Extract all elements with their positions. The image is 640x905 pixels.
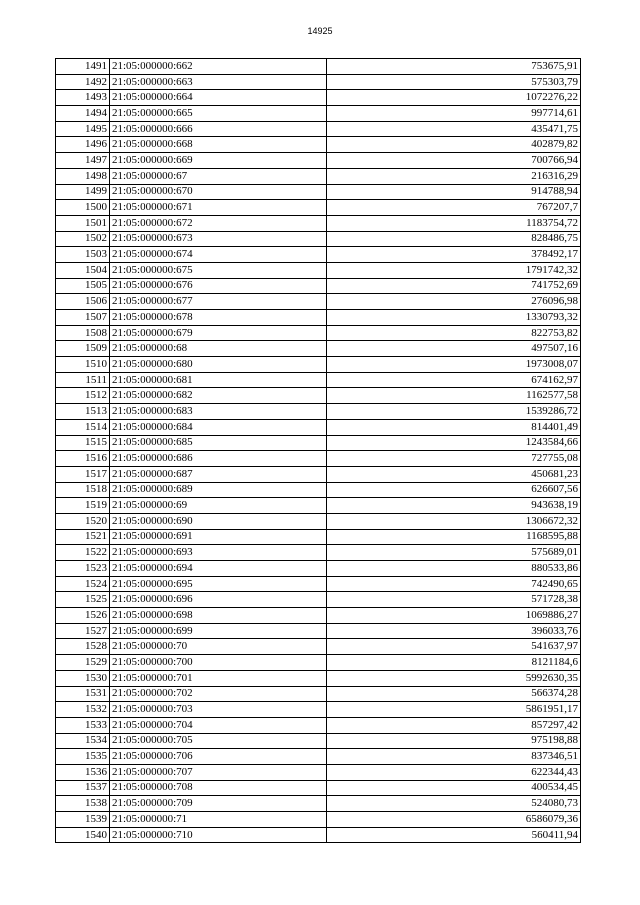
value-cell: 674162,97	[327, 372, 581, 388]
cadastral-number-cell: 21:05:000000:675	[110, 262, 327, 278]
cadastral-number-cell: 21:05:000000:670	[110, 184, 327, 200]
table-row	[56, 796, 581, 812]
table-row	[56, 325, 581, 341]
table-row	[56, 294, 581, 310]
value-cell: 975198,88	[327, 733, 581, 749]
cadastral-number-cell: 21:05:000000:702	[110, 686, 327, 702]
value-cell: 1539286,72	[327, 404, 581, 420]
table-row	[56, 247, 581, 263]
cadastral-number-cell: 21:05:000000:69	[110, 498, 327, 514]
cadastral-number-cell: 21:05:000000:664	[110, 90, 327, 106]
value-cell: 6586079,36	[327, 812, 581, 828]
value-cell: 1183754,72	[327, 215, 581, 231]
table-row	[56, 529, 581, 545]
row-number-cell: 1531	[56, 686, 110, 702]
row-number-cell: 1497	[56, 153, 110, 169]
table-row	[56, 466, 581, 482]
cadastral-number-cell: 21:05:000000:690	[110, 513, 327, 529]
row-number-cell: 1519	[56, 498, 110, 514]
cadastral-number-cell: 21:05:000000:705	[110, 733, 327, 749]
table-row	[56, 168, 581, 184]
cadastral-number-cell: 21:05:000000:693	[110, 545, 327, 561]
cadastral-number-cell: 21:05:000000:685	[110, 435, 327, 451]
row-number-cell: 1501	[56, 215, 110, 231]
table-row	[56, 655, 581, 671]
row-number-cell: 1496	[56, 137, 110, 153]
cadastral-number-cell: 21:05:000000:699	[110, 623, 327, 639]
value-cell: 8121184,6	[327, 655, 581, 671]
cadastral-number-cell: 21:05:000000:691	[110, 529, 327, 545]
cadastral-number-cell: 21:05:000000:683	[110, 404, 327, 420]
value-cell: 828486,75	[327, 231, 581, 247]
value-cell: 450681,23	[327, 466, 581, 482]
table-row	[56, 341, 581, 357]
value-cell: 1243584,66	[327, 435, 581, 451]
cadastral-number-cell: 21:05:000000:672	[110, 215, 327, 231]
cadastral-number-cell: 21:05:000000:666	[110, 121, 327, 137]
cadastral-number-cell: 21:05:000000:701	[110, 670, 327, 686]
value-cell: 575303,79	[327, 74, 581, 90]
row-number-cell: 1532	[56, 702, 110, 718]
value-cell: 575689,01	[327, 545, 581, 561]
row-number-cell: 1499	[56, 184, 110, 200]
table-row	[56, 153, 581, 169]
table-row	[56, 435, 581, 451]
table-row	[56, 780, 581, 796]
row-number-cell: 1505	[56, 278, 110, 294]
table-row	[56, 482, 581, 498]
table-row	[56, 639, 581, 655]
row-number-cell: 1522	[56, 545, 110, 561]
value-cell: 1306672,32	[327, 513, 581, 529]
row-number-cell: 1507	[56, 310, 110, 326]
cadastral-number-cell: 21:05:000000:695	[110, 576, 327, 592]
cadastral-number-cell: 21:05:000000:662	[110, 59, 327, 75]
table-body	[56, 59, 581, 843]
row-number-cell: 1525	[56, 592, 110, 608]
value-cell: 5992630,35	[327, 670, 581, 686]
table-row	[56, 310, 581, 326]
value-cell: 1162577,58	[327, 388, 581, 404]
table-row	[56, 74, 581, 90]
table-row	[56, 404, 581, 420]
cadastral-number-cell: 21:05:000000:674	[110, 247, 327, 263]
table-row	[56, 686, 581, 702]
cadastral-number-cell: 21:05:000000:678	[110, 310, 327, 326]
table-row	[56, 90, 581, 106]
row-number-cell: 1512	[56, 388, 110, 404]
row-number-cell: 1527	[56, 623, 110, 639]
value-cell: 997714,61	[327, 106, 581, 122]
table-row	[56, 592, 581, 608]
row-number-cell: 1535	[56, 749, 110, 765]
cadastral-number-cell: 21:05:000000:694	[110, 561, 327, 577]
row-number-cell: 1513	[56, 404, 110, 420]
value-cell: 571728,38	[327, 592, 581, 608]
value-cell: 396033,76	[327, 623, 581, 639]
row-number-cell: 1517	[56, 466, 110, 482]
table-row	[56, 419, 581, 435]
table-row	[56, 702, 581, 718]
value-cell: 524080,73	[327, 796, 581, 812]
row-number-cell: 1530	[56, 670, 110, 686]
table-row	[56, 451, 581, 467]
row-number-cell: 1538	[56, 796, 110, 812]
row-number-cell: 1506	[56, 294, 110, 310]
cadastral-number-cell: 21:05:000000:671	[110, 200, 327, 216]
table-row	[56, 717, 581, 733]
row-number-cell: 1524	[56, 576, 110, 592]
table-row	[56, 59, 581, 75]
value-cell: 402879,82	[327, 137, 581, 153]
cadastral-number-cell: 21:05:000000:686	[110, 451, 327, 467]
cadastral-number-cell: 21:05:000000:708	[110, 780, 327, 796]
row-number-cell: 1518	[56, 482, 110, 498]
value-cell: 1973008,07	[327, 357, 581, 373]
table-row	[56, 608, 581, 624]
row-number-cell: 1515	[56, 435, 110, 451]
value-cell: 822753,82	[327, 325, 581, 341]
table-row	[56, 262, 581, 278]
cadastral-number-cell: 21:05:000000:707	[110, 764, 327, 780]
cadastral-number-cell: 21:05:000000:696	[110, 592, 327, 608]
row-number-cell: 1511	[56, 372, 110, 388]
value-cell: 622344,43	[327, 764, 581, 780]
value-cell: 767207,7	[327, 200, 581, 216]
row-number-cell: 1500	[56, 200, 110, 216]
table-row	[56, 200, 581, 216]
cadastral-number-cell: 21:05:000000:687	[110, 466, 327, 482]
row-number-cell: 1529	[56, 655, 110, 671]
value-cell: 857297,42	[327, 717, 581, 733]
row-number-cell: 1520	[56, 513, 110, 529]
cadastral-number-cell: 21:05:000000:706	[110, 749, 327, 765]
table-row	[56, 749, 581, 765]
row-number-cell: 1533	[56, 717, 110, 733]
row-number-cell: 1492	[56, 74, 110, 90]
value-cell: 566374,28	[327, 686, 581, 702]
cadastral-number-cell: 21:05:000000:700	[110, 655, 327, 671]
value-cell: 914788,94	[327, 184, 581, 200]
cadastral-number-cell: 21:05:000000:677	[110, 294, 327, 310]
value-cell: 497507,16	[327, 341, 581, 357]
cadastral-number-cell: 21:05:000000:710	[110, 827, 327, 843]
row-number-cell: 1523	[56, 561, 110, 577]
table-row	[56, 137, 581, 153]
table-row	[56, 388, 581, 404]
row-number-cell: 1536	[56, 764, 110, 780]
value-cell: 400534,45	[327, 780, 581, 796]
value-cell: 378492,17	[327, 247, 581, 263]
value-cell: 5861951,17	[327, 702, 581, 718]
value-cell: 626607,56	[327, 482, 581, 498]
table-row	[56, 812, 581, 828]
value-cell: 1330793,32	[327, 310, 581, 326]
cadastral-number-cell: 21:05:000000:668	[110, 137, 327, 153]
table-row	[56, 513, 581, 529]
table-row	[56, 498, 581, 514]
cadastral-number-cell: 21:05:000000:680	[110, 357, 327, 373]
table-row	[56, 561, 581, 577]
row-number-cell: 1509	[56, 341, 110, 357]
cadastral-number-cell: 21:05:000000:669	[110, 153, 327, 169]
table-row	[56, 215, 581, 231]
row-number-cell: 1504	[56, 262, 110, 278]
value-cell: 541637,97	[327, 639, 581, 655]
row-number-cell: 1494	[56, 106, 110, 122]
cadastral-number-cell: 21:05:000000:679	[110, 325, 327, 341]
table-row	[56, 827, 581, 843]
cadastral-number-cell: 21:05:000000:68	[110, 341, 327, 357]
cadastral-number-cell: 21:05:000000:684	[110, 419, 327, 435]
table-row	[56, 231, 581, 247]
row-number-cell: 1508	[56, 325, 110, 341]
row-number-cell: 1491	[56, 59, 110, 75]
value-cell: 1072276,22	[327, 90, 581, 106]
row-number-cell: 1516	[56, 451, 110, 467]
value-cell: 727755,08	[327, 451, 581, 467]
page-number: 14925	[307, 26, 333, 36]
row-number-cell: 1503	[56, 247, 110, 263]
value-cell: 276096,98	[327, 294, 581, 310]
row-number-cell: 1502	[56, 231, 110, 247]
row-number-cell: 1521	[56, 529, 110, 545]
table-row	[56, 184, 581, 200]
cadastral-number-cell: 21:05:000000:67	[110, 168, 327, 184]
cadastral-number-cell: 21:05:000000:703	[110, 702, 327, 718]
cadastral-number-cell: 21:05:000000:709	[110, 796, 327, 812]
row-number-cell: 1493	[56, 90, 110, 106]
value-cell: 1791742,32	[327, 262, 581, 278]
row-number-cell: 1498	[56, 168, 110, 184]
table-row	[56, 106, 581, 122]
value-cell: 837346,51	[327, 749, 581, 765]
cadastral-number-cell: 21:05:000000:698	[110, 608, 327, 624]
cadastral-number-cell: 21:05:000000:689	[110, 482, 327, 498]
table-row	[56, 623, 581, 639]
table-row	[56, 670, 581, 686]
row-number-cell: 1495	[56, 121, 110, 137]
cadastral-number-cell: 21:05:000000:663	[110, 74, 327, 90]
row-number-cell: 1526	[56, 608, 110, 624]
cadastral-number-cell: 21:05:000000:71	[110, 812, 327, 828]
value-cell: 880533,86	[327, 561, 581, 577]
row-number-cell: 1514	[56, 419, 110, 435]
row-number-cell: 1534	[56, 733, 110, 749]
cadastral-number-cell: 21:05:000000:681	[110, 372, 327, 388]
data-table	[55, 58, 581, 843]
value-cell: 1069886,27	[327, 608, 581, 624]
table-row	[56, 121, 581, 137]
table-row	[56, 357, 581, 373]
value-cell: 1168595,88	[327, 529, 581, 545]
table-row	[56, 278, 581, 294]
cadastral-number-cell: 21:05:000000:682	[110, 388, 327, 404]
cadastral-number-cell: 21:05:000000:704	[110, 717, 327, 733]
table-row	[56, 545, 581, 561]
table-row	[56, 576, 581, 592]
row-number-cell: 1540	[56, 827, 110, 843]
row-number-cell: 1539	[56, 812, 110, 828]
value-cell: 435471,75	[327, 121, 581, 137]
table-row	[56, 733, 581, 749]
row-number-cell: 1528	[56, 639, 110, 655]
value-cell: 742490,65	[327, 576, 581, 592]
cadastral-number-cell: 21:05:000000:676	[110, 278, 327, 294]
cadastral-number-cell: 21:05:000000:665	[110, 106, 327, 122]
value-cell: 216316,29	[327, 168, 581, 184]
value-cell: 814401,49	[327, 419, 581, 435]
value-cell: 700766,94	[327, 153, 581, 169]
value-cell: 753675,91	[327, 59, 581, 75]
row-number-cell: 1537	[56, 780, 110, 796]
table-row	[56, 764, 581, 780]
value-cell: 741752,69	[327, 278, 581, 294]
cadastral-number-cell: 21:05:000000:673	[110, 231, 327, 247]
cadastral-number-cell: 21:05:000000:70	[110, 639, 327, 655]
row-number-cell: 1510	[56, 357, 110, 373]
table-row	[56, 372, 581, 388]
value-cell: 560411,94	[327, 827, 581, 843]
value-cell: 943638,19	[327, 498, 581, 514]
